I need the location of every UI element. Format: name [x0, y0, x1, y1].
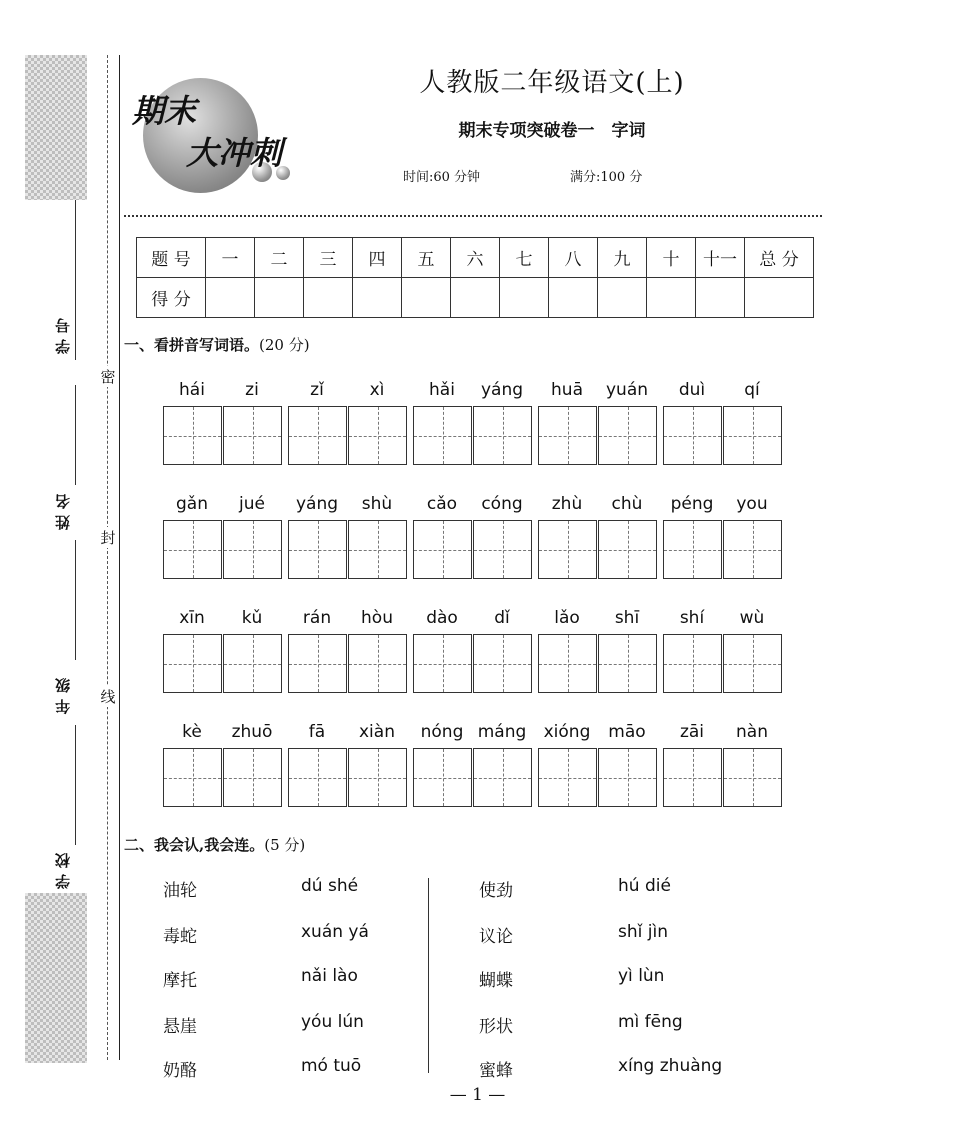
writing-box[interactable] — [348, 406, 407, 465]
score-header-cell: 题 号 — [137, 238, 206, 278]
exam-time: 时间:60 分钟 — [403, 170, 481, 185]
writing-box[interactable] — [723, 406, 782, 465]
pinyin-label: xīn — [179, 608, 205, 628]
left-pinyin: mó tuō — [301, 1056, 362, 1076]
score-table-score-row — [137, 278, 814, 318]
matching-divider — [428, 878, 429, 1073]
writing-box[interactable] — [163, 748, 222, 807]
writing-box[interactable] — [723, 748, 782, 807]
score-header-cell: 二 — [255, 238, 304, 278]
pinyin-label: nàn — [736, 722, 768, 742]
margin-line-3 — [75, 540, 76, 660]
score-header-cell: 总 分 — [745, 238, 814, 278]
writing-box[interactable] — [288, 520, 347, 579]
pinyin-label: yáng — [295, 494, 339, 514]
writing-box[interactable] — [413, 748, 472, 807]
margin-line-1 — [75, 200, 76, 360]
pinyin-label: lǎo — [554, 608, 580, 628]
writing-box[interactable] — [473, 748, 532, 807]
score-input-cell[interactable] — [598, 278, 647, 318]
page-title: 人教版二年级语文(上) — [419, 68, 685, 98]
pinyin-label: duì — [678, 380, 706, 400]
pinyin-label: kè — [182, 722, 202, 742]
left-word: 毒蛇 — [163, 927, 197, 947]
pinyin-label: dǐ — [494, 608, 510, 628]
writing-box[interactable] — [348, 520, 407, 579]
header-divider — [124, 215, 822, 217]
left-pinyin: yóu lún — [301, 1012, 364, 1032]
writing-box[interactable] — [223, 634, 282, 693]
score-header-cell: 一 — [206, 238, 255, 278]
section1-points: (20 分) — [259, 336, 310, 354]
margin-line-2 — [75, 385, 76, 485]
label-name: 姓名 — [54, 488, 72, 530]
section1-title: 一、看拼音写词语。 — [124, 336, 260, 354]
pinyin-label: chù — [611, 494, 643, 514]
pinyin-label: yáng — [480, 380, 524, 400]
writing-box[interactable] — [723, 520, 782, 579]
writing-box[interactable] — [163, 634, 222, 693]
cut-line — [107, 55, 108, 1060]
left-pinyin: xuán yá — [301, 922, 369, 942]
right-pinyin: shǐ jìn — [618, 922, 668, 942]
full-score: 满分:100 分 — [570, 170, 643, 185]
pinyin-label: yuán — [605, 380, 649, 400]
writing-box[interactable] — [288, 748, 347, 807]
score-header-cell: 四 — [353, 238, 402, 278]
writing-box[interactable] — [598, 634, 657, 693]
margin-pattern-top — [25, 55, 87, 200]
score-input-cell[interactable] — [451, 278, 500, 318]
score-input-cell[interactable] — [304, 278, 353, 318]
writing-box[interactable] — [723, 634, 782, 693]
pinyin-label: zhuō — [231, 722, 273, 742]
score-table-header-row — [137, 238, 814, 278]
pinyin-label: hái — [179, 380, 205, 400]
seal-mi: 密 — [100, 368, 116, 386]
left-word: 奶酪 — [163, 1061, 197, 1081]
score-input-cell[interactable] — [647, 278, 696, 318]
right-pinyin: hú dié — [618, 876, 671, 896]
score-table — [136, 237, 814, 318]
seal-feng: 封 — [100, 529, 116, 547]
pinyin-label: cǎo — [426, 494, 458, 514]
writing-box[interactable] — [413, 634, 472, 693]
pinyin-label: gǎn — [176, 494, 208, 514]
page-subtitle: 期末专项突破卷一 字词 — [458, 121, 646, 141]
writing-box[interactable] — [598, 520, 657, 579]
score-input-cell[interactable] — [696, 278, 745, 318]
pinyin-label: shí — [679, 608, 705, 628]
margin-line-4 — [75, 725, 76, 845]
writing-box[interactable] — [538, 406, 597, 465]
score-input-cell[interactable] — [549, 278, 598, 318]
score-header-cell: 九 — [598, 238, 647, 278]
pinyin-label: hǎi — [429, 380, 455, 400]
score-input-cell[interactable] — [353, 278, 402, 318]
writing-box[interactable] — [473, 520, 532, 579]
writing-box[interactable] — [663, 634, 722, 693]
pinyin-label: jué — [239, 494, 265, 514]
pinyin-label: kǔ — [241, 608, 263, 628]
writing-box[interactable] — [663, 748, 722, 807]
pinyin-label: qí — [744, 380, 760, 400]
writing-box[interactable] — [163, 520, 222, 579]
right-pinyin: xíng zhuàng — [618, 1056, 723, 1076]
label-school: 学校 — [54, 847, 72, 889]
right-pinyin: mì fēng — [618, 1012, 683, 1032]
section1-heading — [124, 334, 310, 355]
pinyin-label: zhù — [551, 494, 583, 514]
pinyin-label: cóng — [481, 494, 523, 514]
writing-box[interactable] — [288, 406, 347, 465]
score-input-cell[interactable] — [500, 278, 549, 318]
score-header-cell: 五 — [402, 238, 451, 278]
score-header-cell: 六 — [451, 238, 500, 278]
label-student-number: 学号 — [54, 312, 72, 354]
left-pinyin: nǎi lào — [301, 966, 358, 986]
pinyin-label: māo — [608, 722, 646, 742]
score-header-cell: 十 — [647, 238, 696, 278]
writing-box[interactable] — [348, 748, 407, 807]
pinyin-label: fā — [308, 722, 326, 742]
pinyin-label: nóng — [420, 722, 464, 742]
pinyin-label: xióng — [543, 722, 591, 742]
writing-box[interactable] — [663, 520, 722, 579]
logo-text-line1: 期末 — [132, 92, 197, 130]
right-pinyin: yì lùn — [618, 966, 665, 986]
section2-points: (5 分) — [264, 836, 306, 854]
page-number: — 1 — — [449, 1085, 506, 1105]
seal-xian: 线 — [100, 688, 116, 706]
pinyin-label: wù — [739, 608, 765, 628]
pinyin-label: shī — [614, 608, 640, 628]
writing-box[interactable] — [288, 634, 347, 693]
logo-text-line2: 大冲刺 — [186, 134, 283, 172]
pinyin-label: rán — [302, 608, 332, 628]
right-word: 使劲 — [479, 881, 513, 901]
score-row-label: 得 分 — [137, 278, 206, 318]
section2-heading — [124, 834, 305, 855]
writing-box[interactable] — [473, 406, 532, 465]
writing-box[interactable] — [223, 520, 282, 579]
pinyin-label: dào — [426, 608, 458, 628]
writing-box[interactable] — [538, 520, 597, 579]
left-word: 摩托 — [163, 971, 197, 991]
score-header-cell: 七 — [500, 238, 549, 278]
writing-box[interactable] — [663, 406, 722, 465]
writing-box[interactable] — [348, 634, 407, 693]
left-word: 油轮 — [163, 881, 197, 901]
margin-border — [119, 55, 120, 1060]
writing-box[interactable] — [223, 406, 282, 465]
score-header-cell: 十一 — [696, 238, 745, 278]
pinyin-label: zāi — [679, 722, 705, 742]
section2-title: 二、我会认,我会连。 — [124, 836, 265, 854]
pinyin-label: péng — [670, 494, 714, 514]
right-word: 蝴蝶 — [479, 971, 513, 991]
score-header-cell: 三 — [304, 238, 353, 278]
writing-box[interactable] — [223, 748, 282, 807]
score-input-cell[interactable] — [745, 278, 814, 318]
margin-pattern-bottom — [25, 893, 87, 1063]
writing-box[interactable] — [598, 748, 657, 807]
right-word: 蜜蜂 — [479, 1061, 513, 1081]
left-pinyin: dú shé — [301, 876, 359, 896]
pinyin-label: zi — [245, 380, 259, 400]
pinyin-label: huā — [551, 380, 583, 400]
pinyin-label: hòu — [361, 608, 393, 628]
writing-box[interactable] — [473, 634, 532, 693]
pinyin-label: you — [736, 494, 768, 514]
writing-box[interactable] — [413, 406, 472, 465]
pinyin-label: zǐ — [310, 380, 324, 400]
pinyin-label: xiàn — [359, 722, 395, 742]
writing-box[interactable] — [538, 634, 597, 693]
left-word: 悬崖 — [163, 1017, 197, 1037]
writing-box[interactable] — [163, 406, 222, 465]
right-word: 形状 — [479, 1017, 513, 1037]
pinyin-label: xì — [369, 380, 385, 400]
right-word: 议论 — [479, 927, 513, 947]
score-header-cell: 八 — [549, 238, 598, 278]
pinyin-label: máng — [477, 722, 527, 742]
pinyin-label: shù — [361, 494, 393, 514]
score-input-cell[interactable] — [402, 278, 451, 318]
score-input-cell[interactable] — [255, 278, 304, 318]
score-input-cell[interactable] — [206, 278, 255, 318]
label-grade: 年级 — [54, 672, 72, 714]
writing-box[interactable] — [413, 520, 472, 579]
writing-box[interactable] — [598, 406, 657, 465]
writing-box[interactable] — [538, 748, 597, 807]
